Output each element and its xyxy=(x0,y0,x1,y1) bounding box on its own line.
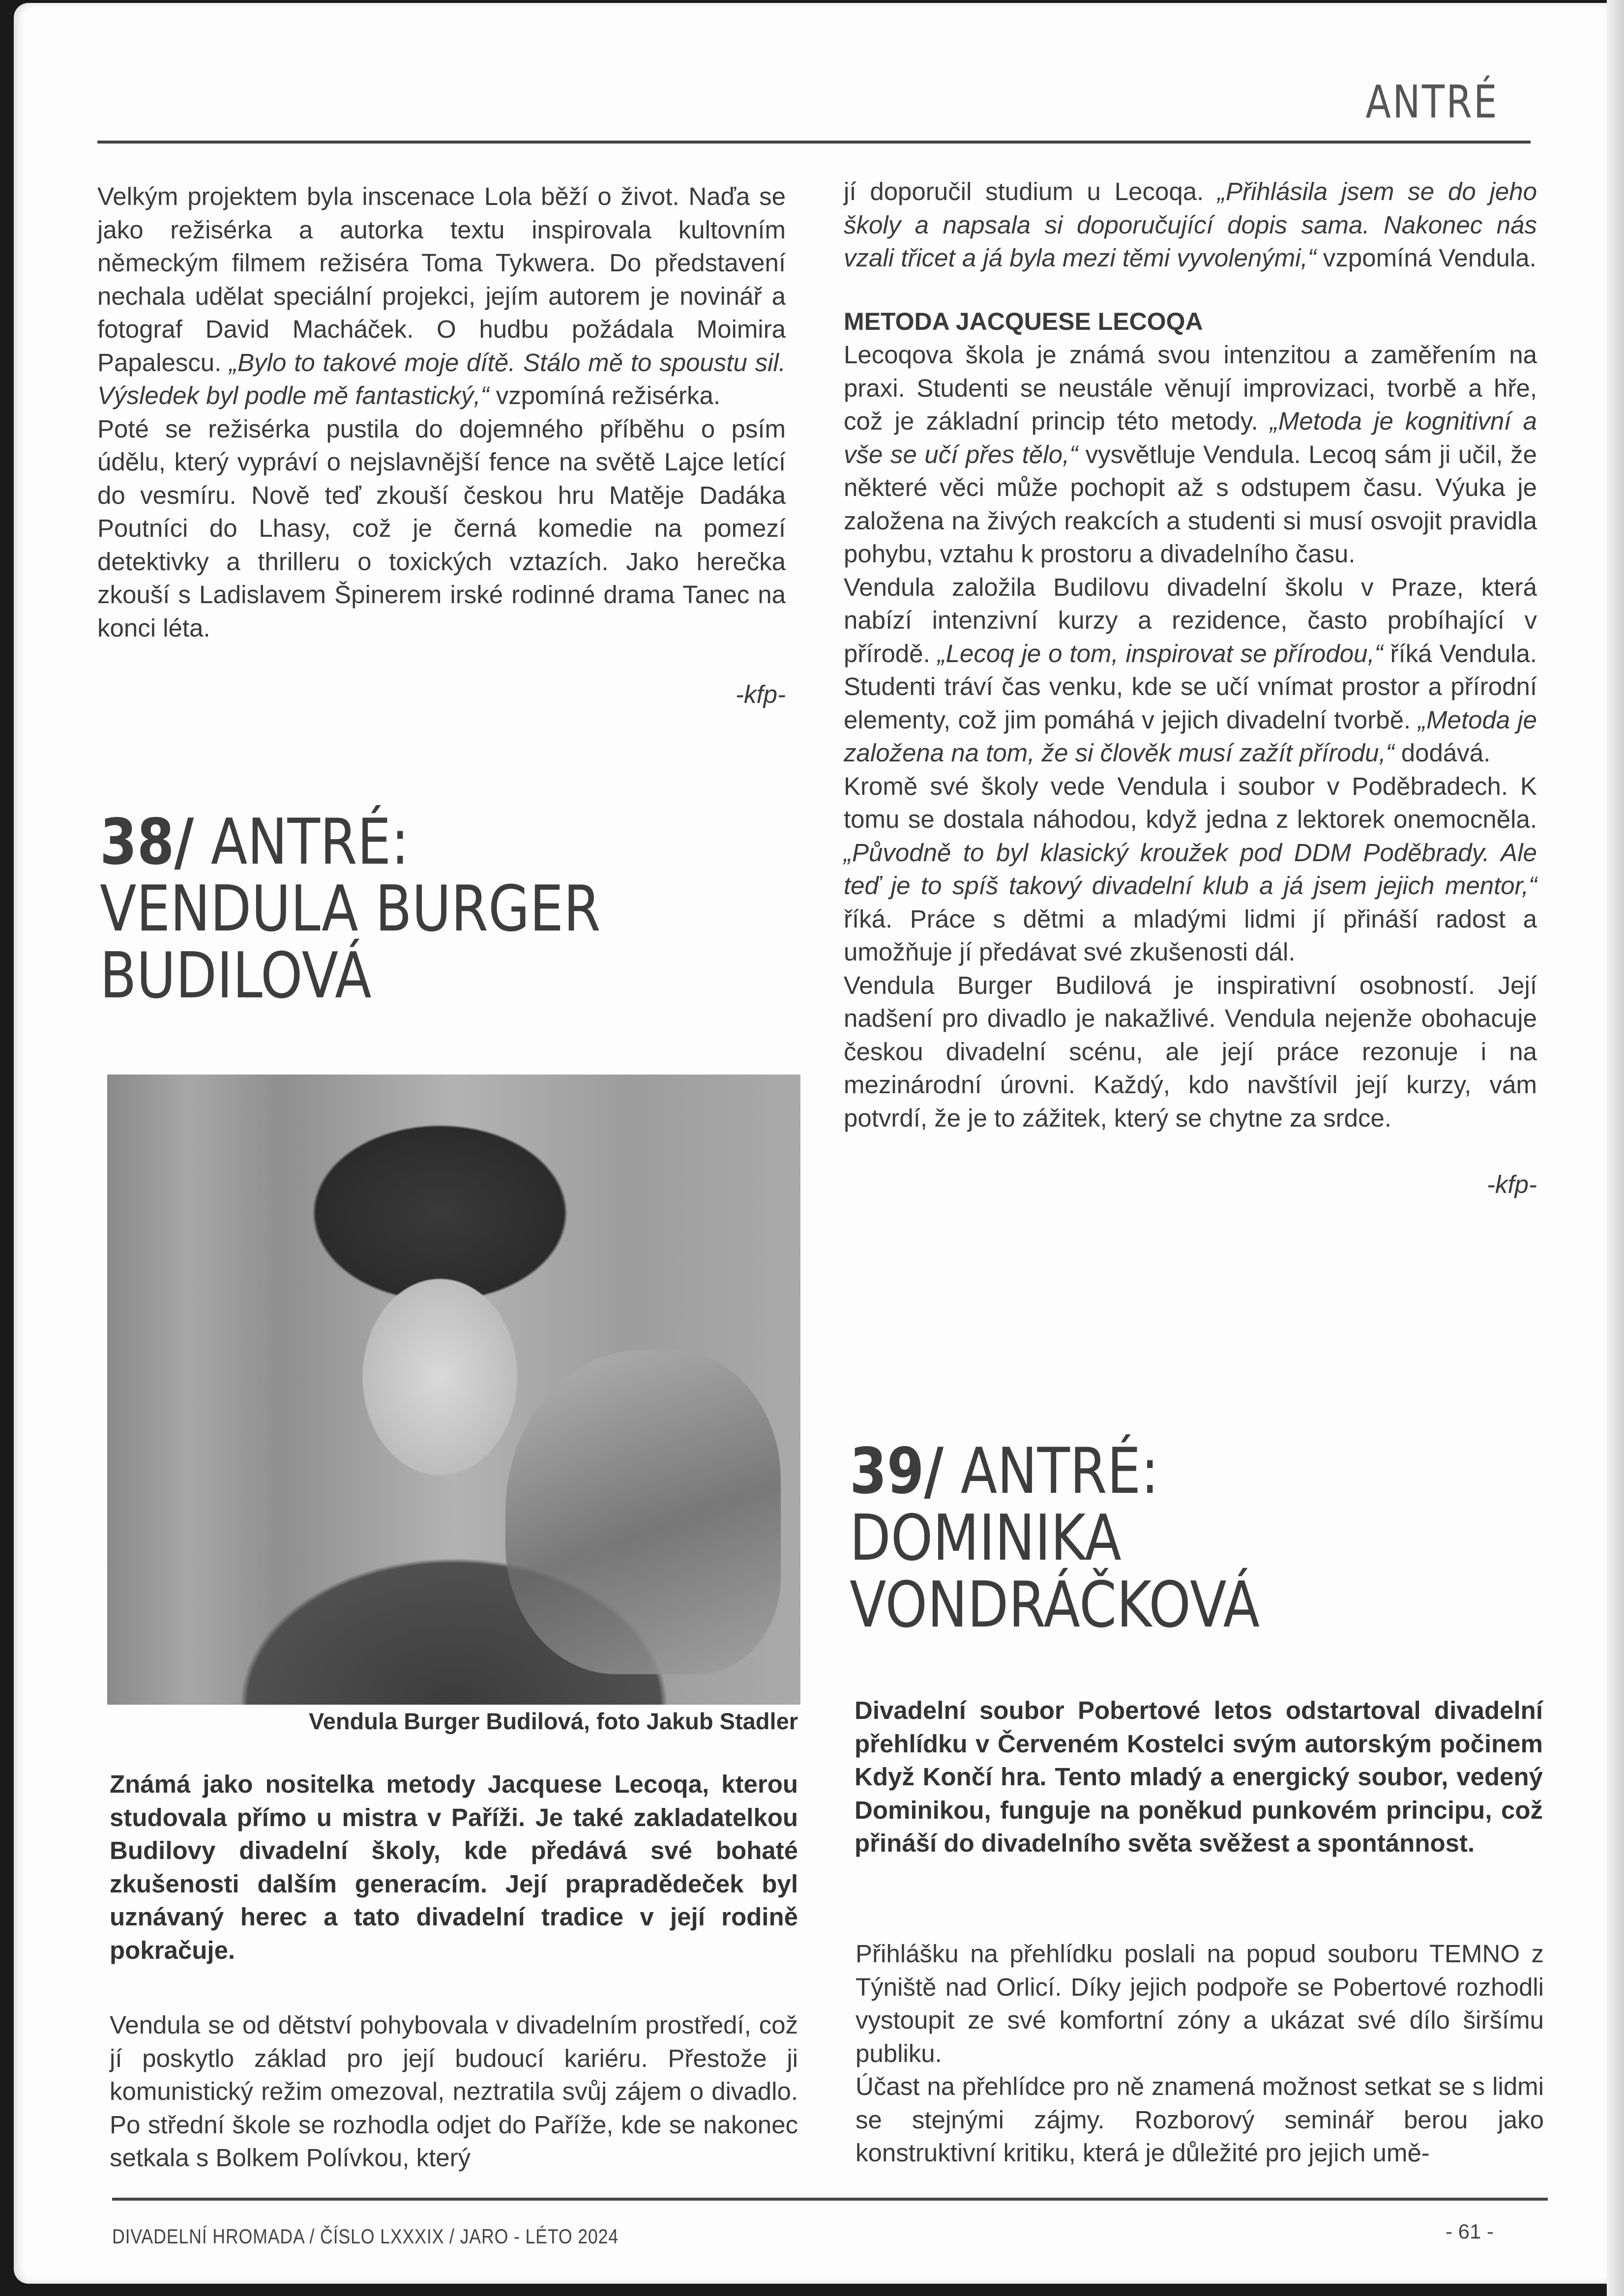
publication-info: DIVADELNÍ HROMADA / ČÍSLO LXXXIX / JARO - LÉTO 2024 xyxy=(112,2225,619,2248)
paragraph: Vendula Burger Budilová je inspirativní osobností. Její nadšení pro divadlo je nakažlivé. Vendula nejenže obohacuje českou divadelní scénu, ale její práce rezonuje i na mezinárodní úrovni. Každý, kdo navštívil její kurzy, vám potvrdí, že je to zážitek, který se chytne za srdce. xyxy=(844,971,1537,1132)
page-number: - 61 - xyxy=(1445,2220,1494,2243)
article-38-body-left: Vendula se od dětství pohybovala v divadelním prostředí, což jí poskytlo základ pro její budoucí kariéru. Přestože ji komunistický režim omezoval, neztratila svůj zájem o divadlo. Po střední škole se rozhodla odjet do Paříže, kde se nakonec setkala s Bolkem Polívkou, který xyxy=(110,2011,798,2172)
left-column-paragraphs xyxy=(97,180,786,644)
page-edge xyxy=(1607,0,1624,2296)
paragraph: Vendula založila Budilovu divadelní školu v Praze, která nabízí intenzivní kurzy a rezidence, často probíhající v přírodě. „Lecoq je o tom, inspirovat se přírodou,“ říká Vendula. Studenti tráví čas venku, kde se učí vnímat prostor a přírodní elementy, což jim pomáhá v jejich divadelní tvorbě. „Metoda je založena na tom, že si člověk musí zažít přírodu,“ dodává. xyxy=(844,573,1537,767)
article-38-lead: Známá jako nositelka metody Jacquese Lecoqa, kterou studovala přímo u mistra v Paříži. Je také zakladatelkou Budilovy divadelní školy, kde předává své bohaté zkušenosti dalším generacím. Její prapradědeček byl uznávaný herec a tato divadelní tradice v její rodině pokračuje. xyxy=(110,1770,798,1964)
portrait-photo xyxy=(107,1075,800,1705)
header-rule xyxy=(97,141,1531,144)
subheading: METODA JACQUESE LECOQA xyxy=(844,307,1203,335)
headline-line: DOMINIKA xyxy=(850,1502,1122,1575)
left-column-top xyxy=(97,180,786,711)
right-column xyxy=(844,175,1537,1201)
paragraph: Lecoqova škola je známá svou intenzitou a zaměřením na praxi. Studenti se neustále věnují improvizaci, tvorbě a hře, což je základní princip této metody. „Metoda je kognitivní a vše se učí přes tělo,“ vysvětluje Vendula. Lecoq sám ji učil, že některé věci může pochopit až s odstupem času. Výuka je založena na živých reakcích a studenti si musí osvojit pravidla pohybu, vztahu k prostoru a divadelního času. xyxy=(844,341,1537,568)
section-title: ANTRÉ xyxy=(1365,76,1499,128)
photo-caption: Vendula Burger Budilová, foto Jakub Stadler xyxy=(308,1708,798,1734)
headline-line: VONDRÁČKOVÁ xyxy=(850,1569,1260,1642)
paragraph: Velkým projektem byla inscenace Lola běží o život. Naďa se jako režisérka a autorka textu inspirovala kultovním německým filmem režiséra Toma Tykwera. Do představení nechala udělat speciální projekci, jejím autorem je novinář a fotograf David Macháček. O hudbu požádala Moimira Papalescu. „Bylo to takové moje dítě. Stálo mě to spoustu sil. Výsledek byl podle mě fantastický,“ vzpomíná režisérka. xyxy=(97,182,786,409)
footer-rule xyxy=(112,2198,1548,2201)
article-38-body-right xyxy=(844,175,1537,275)
paragraph: Kromě své školy vede Vendula i soubor v Poděbradech. K tomu se dostala náhodou, když jedna z lektorek onemocněla. „Původně to byl klasický kroužek pod DDM Poděbrady. Ale teď je to spíš takový divadelní klub a já jsem jejich mentor,“ říká. Práce s dětmi a mladými lidmi jí přináší radost a umožňuje jí předávat své zkušenosti dál. xyxy=(844,772,1537,966)
signature: -kfp- xyxy=(1487,1170,1537,1198)
headline-line: VENDULA BURGER xyxy=(100,872,601,946)
article-39-body: Přihlášku na přehlídku poslali na popud souboru TEMNO z Týniště nad Orlicí. Díky jejich podpoře se Pobertové rozhodli vystoupit ze své komfortní zóny a ukázat své dílo širšímu publiku. Účast na přehlídce pro ně znamená možnost setkat se s lidmi se stejnými zájmy. Rozborový seminář berou jako konstruktivní kritiku, která je důležité pro jejich umě- xyxy=(856,1940,1544,2167)
signature: -kfp- xyxy=(736,680,786,708)
article-number: 39/ xyxy=(850,1435,944,1508)
photo-fabric xyxy=(505,1350,781,1674)
article-38-headline: 38/ ANTRÉ: VENDULA BURGER BUDILOVÁ xyxy=(100,806,601,1013)
article-39-headline: 39/ ANTRÉ: DOMINIKA VONDRÁČKOVÁ xyxy=(850,1435,1260,1642)
article-39-lead: Divadelní soubor Pobertové letos odstartoval divadelní přehlídku v Červeném Kostelci svým autorským počinem Když Končí hra. Tento mladý a energický soubor, vedený Dominikou, funguje na poněkud punkovém principu, což přináší do divadelního světa svěžest a spontánnost. xyxy=(855,1696,1543,1857)
article-38-body-right-2 xyxy=(844,338,1537,1134)
magazine-page xyxy=(14,3,1607,2284)
paragraph: Poté se režisérka pustila do dojemného příběhu o psím údělu, který vypráví o nejslavnější fence na světě Lajce letící do vesmíru. Nově teď zkouší českou hru Matěje Dadáka Poutníci do Lhasy, což je černá komedie na pomezí detektivky a thrilleru o toxických vztazích. Jako herečka zkouší s Ladislavem Špinerem irské rodinné drama Tanec na konci léta. xyxy=(97,414,786,642)
paragraph: jí doporučil studium u Lecoqa. „Přihlásila jsem se do jeho školy a napsala si doporučující dopis sama. Nakonec nás vzali třicet a já byla mezi těmi vyvolenými,“ vzpomíná Vendula. xyxy=(844,177,1537,272)
headline-line: BUDILOVÁ xyxy=(100,939,372,1013)
article-number: 38/ xyxy=(100,806,194,879)
